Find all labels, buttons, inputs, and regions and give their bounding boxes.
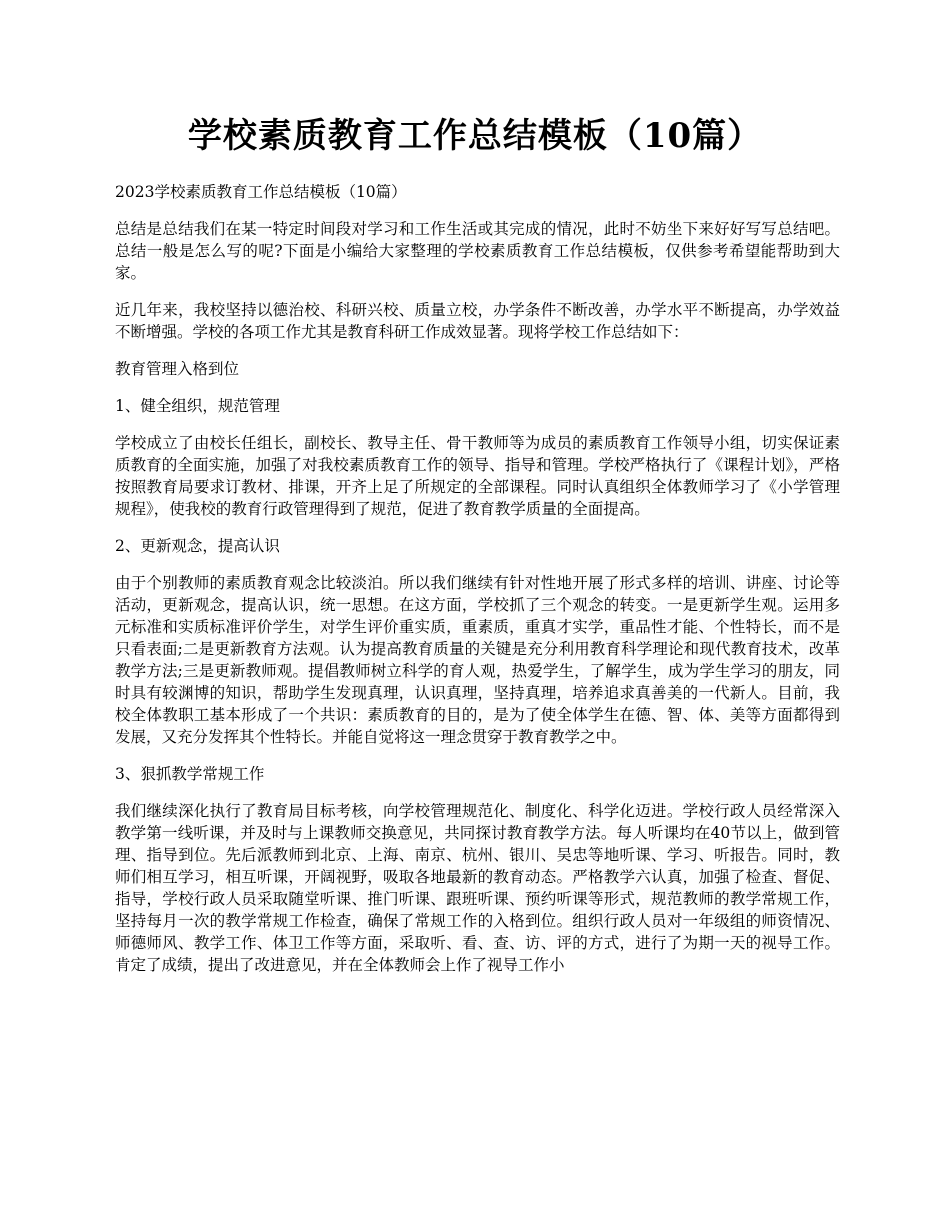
intro-paragraph: 总结是总结我们在某一特定时间段对学习和工作生活或其完成的情况，此时不妨坐下来好好写写总结吧。总结一般是怎么写的呢?下面是小编给大家整理的学校素质教育工作总结模板，仅供参考希望能帮助到大家。: [115, 220, 840, 282]
subsection-heading-2: 2、更新观念，提高认识: [115, 537, 280, 555]
document-title: 学校素质教育工作总结模板（10篇）: [187, 116, 763, 156]
subsection-body-1: 学校成立了由校长任组长，副校长、教导主任、骨干教师等为成员的素质教育工作领导小组，切实保证素质教育的全面实施，加强了对我校素质教育工作的领导、指导和管理。学校严格执行了《课程计划》，严格按照教育局要求订教材、排课，开齐上足了所规定的全部课程。同时认真组织全体教师学习了《小学管理规程》，使我校的教育行政管理得到了规范，促进了教育教学质量的全面提高。: [115, 434, 840, 518]
document-body: [115, 181, 840, 991]
subsection-heading-3: 3、狠抓教学常规工作: [115, 765, 265, 783]
document-subtitle: 2023学校素质教育工作总结模板（10篇）: [115, 183, 407, 201]
section-heading: 教育管理入格到位: [115, 360, 240, 378]
subsection-heading-1: 1、健全组织，规范管理: [115, 397, 280, 415]
overview-paragraph: 近几年来，我校坚持以德治校、科研兴校、质量立校，办学条件不断改善，办学水平不断提高，办学效益不断增强。学校的各项工作尤其是教育科研工作成效显著。现将学校工作总结如下：: [115, 301, 840, 341]
subsection-body-2: 由于个别教师的素质教育观念比较淡泊。所以我们继续有针对性地开展了形式多样的培训、讲座、讨论等活动，更新观念，提高认识，统一思想。在这方面，学校抓了三个观念的转变。一是更新学生观。运用多元标准和实质标准评价学生，对学生评价重实质，重素质，重真才实学，重品性才能、个性特长，而不是只看表面;二是更新教育方法观。认为提高教育质量的关键是充分利用教育科学理论和现代教育技术，改革教学方法;三是更新教师观。提倡教师树立科学的育人观，热爱学生，了解学生，成为学生学习的朋友，同时具有较渊博的知识，帮助学生发现真理，认识真理，坚持真理，培养追求真善美的一代新人。目前，我校全体教职工基本形成了一个共识：素质教育的目的，是为了使全体学生在德、智、体、美等方面都得到发展，又充分发挥其个性特长。并能自觉将这一理念贯穿于教育教学之中。: [115, 574, 840, 746]
subsection-body-3: 我们继续深化执行了教育局目标考核，向学校管理规范化、制度化、科学化迈进。学校行政人员经常深入教学第一线听课，并及时与上课教师交换意见，共同探讨教育教学方法。每人听课均在40节以上，做到管理、指导到位。先后派教师到北京、上海、南京、杭州、银川、吴忠等地听课、学习、听报告。同时，教师们相互学习，相互听课，开阔视野，吸取各地最新的教育动态。严格教学六认真，加强了检查、督促、指导，学校行政人员采取随堂听课、推门听课、跟班听课、预约听课等形式，规范教师的教学常规工作，坚持每月一次的教学常规工作检查，确保了常规工作的入格到位。组织行政人员对一年级组的师资情况、师德师风、教学工作、体卫工作等方面，采取听、看、查、访、评的方式，进行了为期一天的视导工作。肯定了成绩，提出了改进意见，并在全体教师会上作了视导工作小: [115, 802, 840, 974]
